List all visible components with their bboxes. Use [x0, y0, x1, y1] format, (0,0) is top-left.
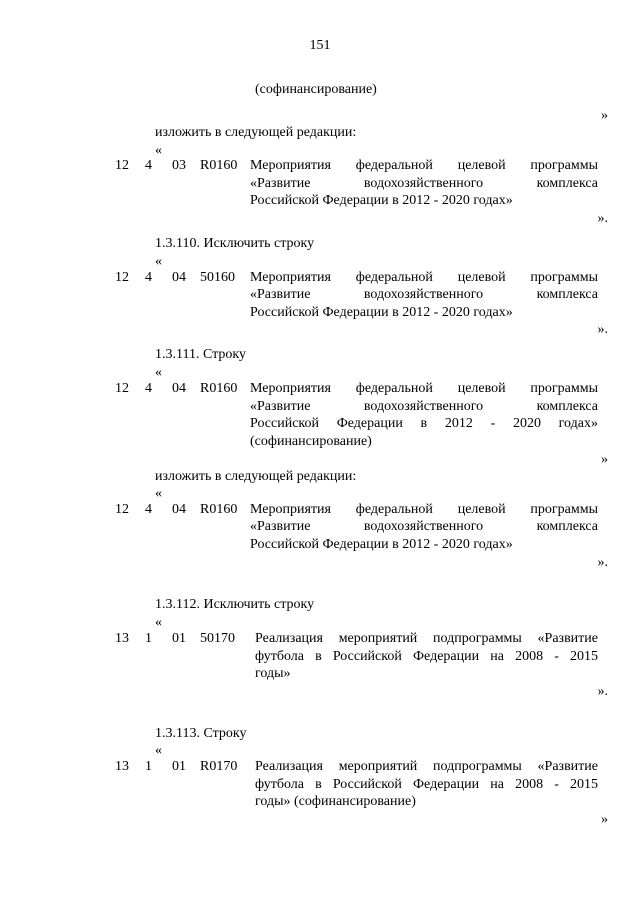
- code-subsection: 4: [145, 381, 152, 396]
- code-subsection: 4: [145, 502, 152, 517]
- row-description-line: футбола в Российской Федерации на 2008 - 2015: [255, 777, 598, 792]
- code-program: 04: [172, 270, 186, 285]
- row-description-line: Реализация мероприятий подпрограммы «Развитие: [255, 759, 598, 774]
- closing-quote: ».: [597, 211, 608, 226]
- row-description-line: Российской Федерации в 2012 - 2020 годах»: [250, 416, 598, 431]
- row-description-line: Реализация мероприятий подпрограммы «Развитие: [255, 631, 598, 646]
- code-subsection: 1: [145, 759, 152, 774]
- edit-instruction: изложить в следующей редакции:: [155, 125, 357, 140]
- code-item: 50170: [200, 631, 235, 646]
- code-item: 50160: [200, 270, 235, 285]
- closing-quote: ».: [597, 322, 608, 337]
- code-section: 12: [115, 158, 129, 173]
- code-item: R0170: [200, 759, 238, 774]
- row-description-line: «Развитие водохозяйственного комплекса: [250, 176, 598, 191]
- opening-quote: «: [155, 743, 162, 758]
- opening-quote: «: [155, 615, 162, 630]
- paragraph-heading: 1.3.113. Строку: [155, 726, 247, 741]
- closing-quote: »: [601, 812, 608, 827]
- row-description-line: «Развитие водохозяйственного комплекса: [250, 519, 598, 534]
- code-program: 01: [172, 631, 186, 646]
- row-description-line: (софинансирование): [250, 434, 372, 449]
- paragraph-heading: 1.3.111. Строку: [155, 347, 247, 362]
- row-description-line: Российской Федерации в 2012 - 2020 годах»: [250, 305, 513, 320]
- code-section: 12: [115, 270, 129, 285]
- code-program: 04: [172, 502, 186, 517]
- closing-quote: »: [601, 108, 608, 123]
- opening-quote: «: [155, 254, 162, 269]
- paragraph-heading: 1.3.112. Исключить строку: [155, 597, 315, 612]
- closing-quote: ».: [597, 684, 608, 699]
- code-item: R0160: [200, 381, 238, 396]
- row-description-line: Российской Федерации в 2012 - 2020 годах»: [250, 193, 513, 208]
- code-subsection: 1: [145, 631, 152, 646]
- code-subsection: 4: [145, 158, 152, 173]
- code-section: 13: [115, 631, 129, 646]
- row-description-line: «Развитие водохозяйственного комплекса: [250, 287, 598, 302]
- row-description-line: «Развитие водохозяйственного комплекса: [250, 399, 598, 414]
- code-item: R0160: [200, 158, 238, 173]
- code-program: 03: [172, 158, 186, 173]
- row-description-line: Мероприятия федеральной целевой программы: [250, 270, 598, 285]
- tail-text: (софинансирование): [255, 82, 377, 97]
- code-section: 12: [115, 502, 129, 517]
- row-description-line: годы» (софинансирование): [255, 794, 416, 809]
- opening-quote: «: [155, 486, 162, 501]
- code-subsection: 4: [145, 270, 152, 285]
- closing-quote: ».: [597, 555, 608, 570]
- row-description-line: Российской Федерации в 2012 - 2020 годах»: [250, 537, 513, 552]
- code-item: R0160: [200, 502, 238, 517]
- edit-instruction: изложить в следующей редакции:: [155, 469, 357, 484]
- row-description-line: годы»: [255, 666, 291, 681]
- row-description-line: Мероприятия федеральной целевой программы: [250, 381, 598, 396]
- closing-quote: »: [601, 452, 608, 467]
- code-section: 12: [115, 381, 129, 396]
- opening-quote: «: [155, 143, 162, 158]
- opening-quote: «: [155, 365, 162, 380]
- row-description-line: Мероприятия федеральной целевой программы: [250, 502, 598, 517]
- row-description-line: футбола в Российской Федерации на 2008 - 2015: [255, 649, 598, 664]
- code-program: 04: [172, 381, 186, 396]
- paragraph-heading: 1.3.110. Исключить строку: [155, 236, 315, 251]
- row-description-line: Мероприятия федеральной целевой программы: [250, 158, 598, 173]
- page-number: 151: [309, 38, 331, 53]
- code-section: 13: [115, 759, 129, 774]
- code-program: 01: [172, 759, 186, 774]
